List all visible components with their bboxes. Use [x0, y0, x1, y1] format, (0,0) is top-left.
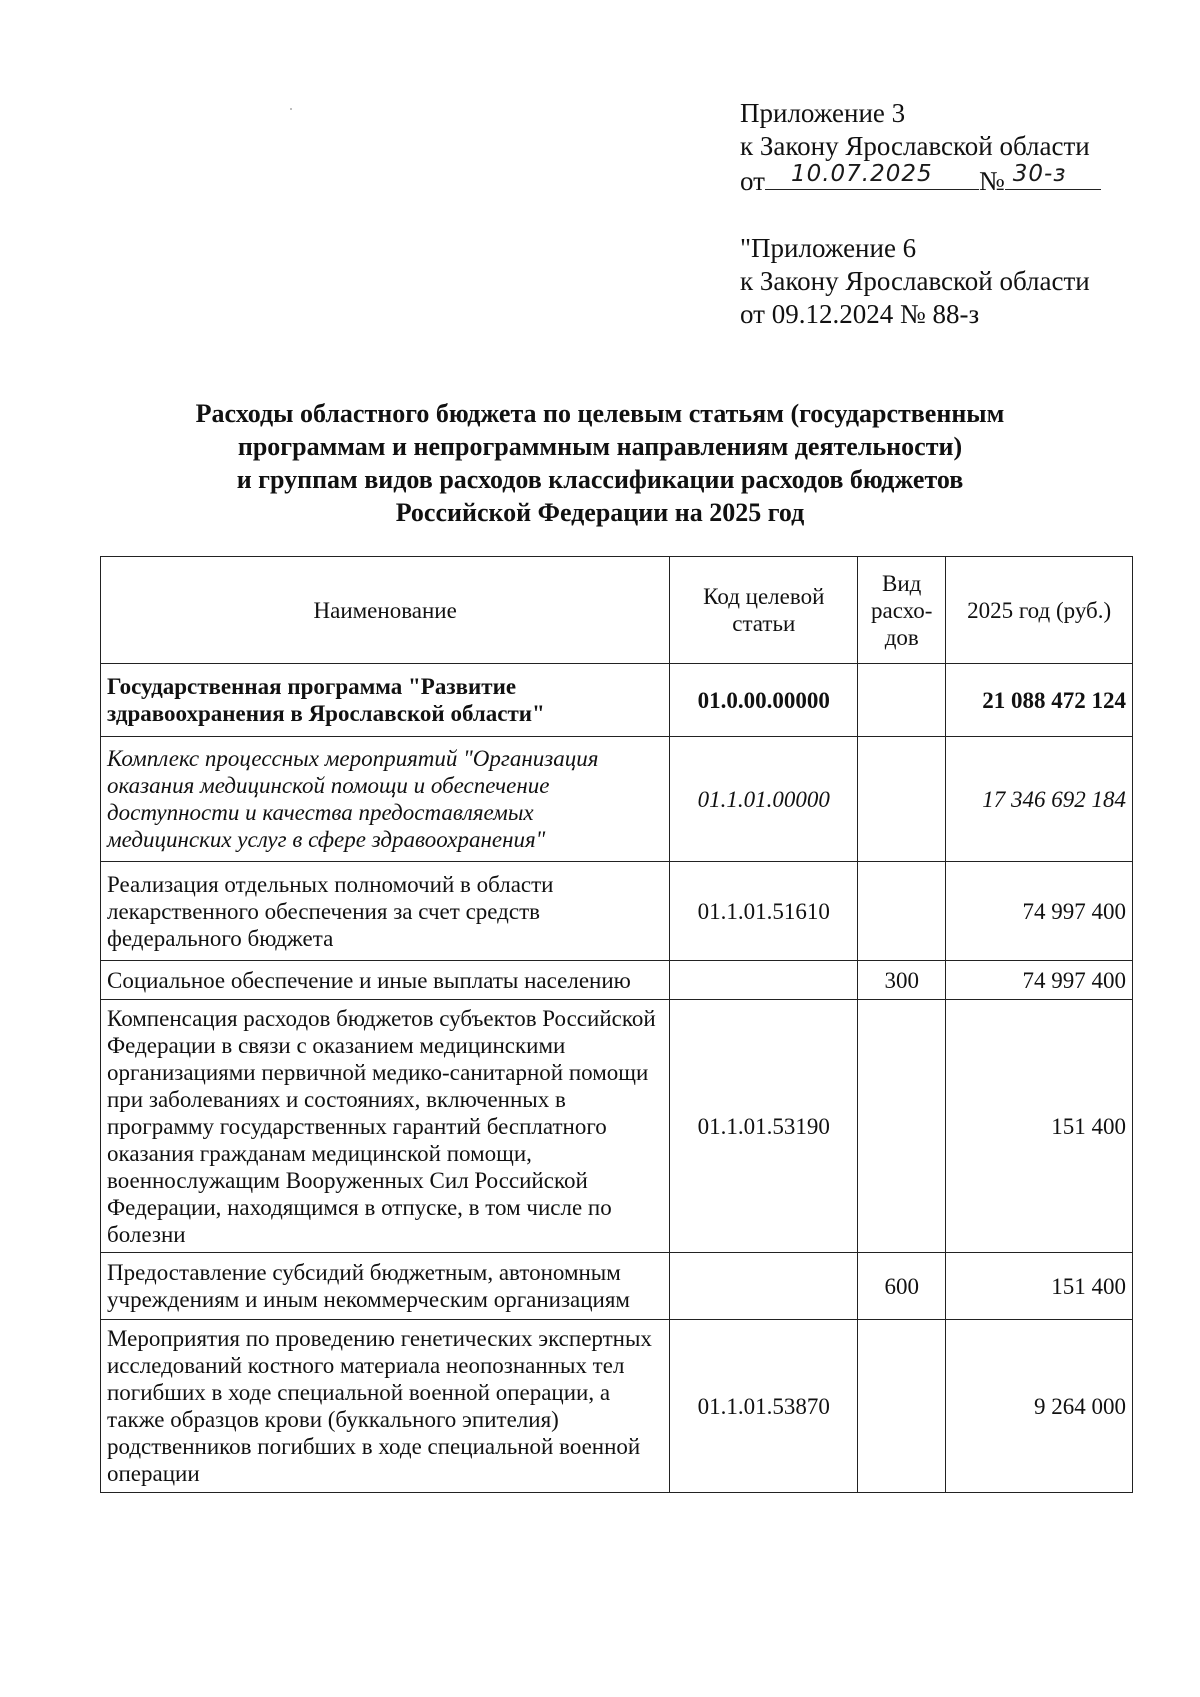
row-code: 01.1.01.53190: [670, 1000, 858, 1253]
table-row: [101, 1320, 1133, 1493]
row-code: 01.0.00.00000: [670, 664, 858, 737]
row-kind: [858, 737, 946, 862]
row-code: 01.1.01.00000: [670, 737, 858, 862]
date-blank: [765, 163, 979, 190]
number-blank: [1005, 163, 1101, 190]
row-code: [670, 961, 858, 1000]
row-name: Компенсация расходов бюджетов субъектов Российской Федерации в связи с оказанием медицинскими организациями первичной медико-санитарной помощи при заболеваниях и состояниях, включенных в программу государственных гарантий бесплатного оказания гражданам медицинской помощи, военнослужащим Вооруженных Сил Российской Федерации, находящимся в отпуске, в том числе по болезни: [101, 1000, 670, 1253]
row-name: Предоставление субсидий бюджетным, автономным учреждениям и иным некоммерческим организациям: [101, 1253, 670, 1320]
row-name: Социальное обеспечение и иные выплаты населению: [101, 961, 670, 1000]
appendix-law-ref: к Закону Ярославской области: [740, 131, 1090, 161]
title-line: Российской Федерации на 2025 год: [395, 498, 805, 527]
row-code: [670, 1253, 858, 1320]
table-row: [101, 1253, 1133, 1320]
row-name: Государственная программа "Развитие здравоохранения в Ярославской области": [101, 664, 670, 737]
original-appendix-number: "Приложение 6: [740, 233, 917, 263]
row-name: Мероприятия по проведению генетических экспертных исследований костного материала неопознанных тел погибших в ходе специальной военной операции, а также образцов крови (буккального эпителия) родственников погибших в ходе специальной военной операции: [101, 1320, 670, 1493]
handwritten-date: 10.07.2025: [790, 161, 933, 187]
row-kind: [858, 862, 946, 961]
row-code: 01.1.01.53870: [670, 1320, 858, 1493]
appendix-header: [740, 97, 1101, 198]
title-line: Расходы областного бюджета по целевым статьям (государственным: [195, 399, 1005, 428]
row-code: 01.1.01.51610: [670, 862, 858, 961]
original-appendix-law-ref: к Закону Ярославской области: [740, 266, 1090, 296]
row-amount: 21 088 472 124: [946, 664, 1133, 737]
table-row: [101, 737, 1133, 862]
title-line: и группам видов расходов классификации расходов бюджетов: [236, 465, 964, 494]
row-amount: 74 997 400: [946, 961, 1133, 1000]
header-year: 2025 год (руб.): [946, 557, 1133, 664]
number-label: №: [978, 166, 1005, 196]
appendix-number: Приложение 3: [740, 98, 906, 128]
row-kind: [858, 1000, 946, 1253]
handwritten-number: 30-з: [1012, 161, 1067, 187]
row-amount: 17 346 692 184: [946, 737, 1133, 862]
table-header-row: [101, 557, 1133, 664]
title-line: программам и непрограммным направлениям деятельности): [237, 432, 963, 461]
row-kind: [858, 1320, 946, 1493]
row-amount: 151 400: [946, 1000, 1133, 1253]
budget-table: [100, 556, 1133, 1493]
table-row: [101, 862, 1133, 961]
header-kind: Вид расхо-дов: [858, 557, 946, 664]
appendix-date-line: [740, 163, 1101, 198]
original-appendix-header: [740, 232, 1090, 331]
original-appendix-date: от 09.12.2024 № 88-з: [740, 299, 980, 329]
header-code: Код целевой статьи: [670, 557, 858, 664]
header-name: Наименование: [101, 557, 670, 664]
row-name: Реализация отдельных полномочий в области лекарственного обеспечения за счет средств федерального бюджета: [101, 862, 670, 961]
table-row: [101, 961, 1133, 1000]
row-kind: [858, 664, 946, 737]
row-amount: 9 264 000: [946, 1320, 1133, 1493]
table-row: [101, 1000, 1133, 1253]
row-name: Комплекс процессных мероприятий "Организация оказания медицинской помощи и обеспечение доступности и качества предоставляемых медицинских услуг в сфере здравоохранения": [101, 737, 670, 862]
row-amount: 151 400: [946, 1253, 1133, 1320]
scan-speck: [290, 108, 292, 110]
row-kind: 300: [858, 961, 946, 1000]
from-label: от: [740, 166, 765, 196]
document-title: [150, 397, 1050, 529]
table-row: [101, 664, 1133, 737]
row-amount: 74 997 400: [946, 862, 1133, 961]
row-kind: 600: [858, 1253, 946, 1320]
